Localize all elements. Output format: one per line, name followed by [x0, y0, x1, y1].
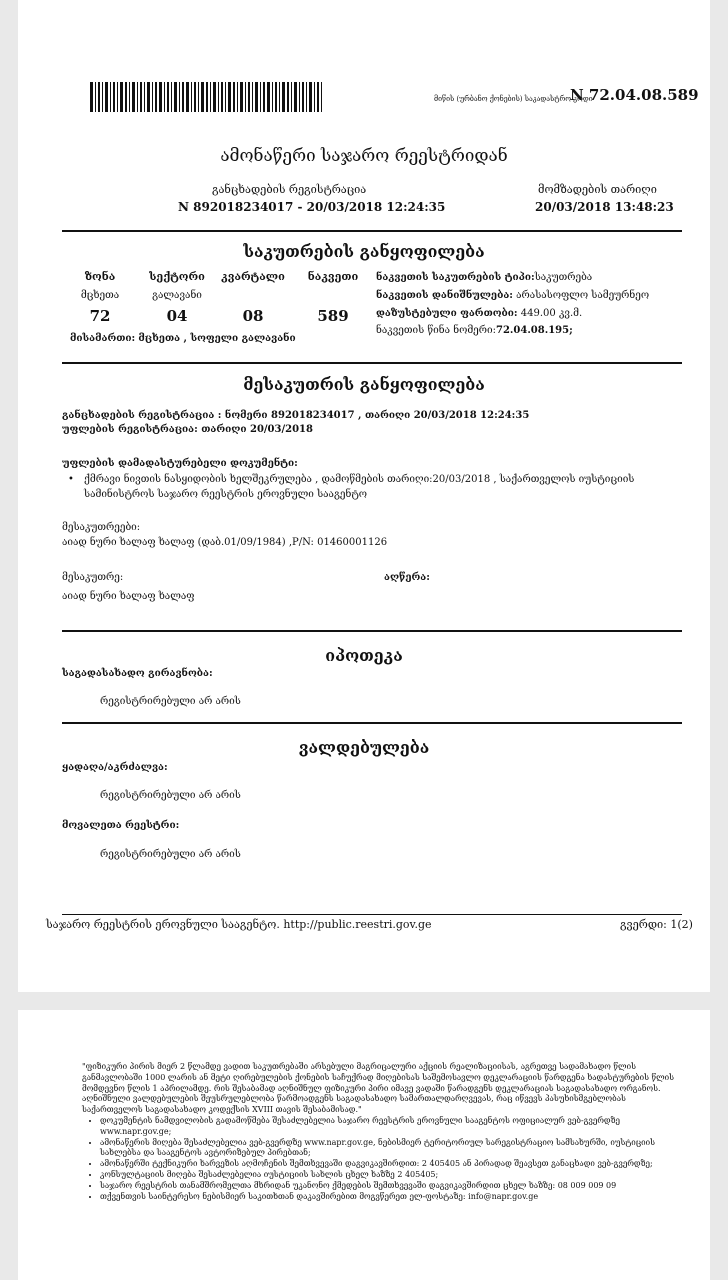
info-item: • საჯარო რეესტრის თანამშრომელთა მხრიდან უკანონო ქმედების შემთხვევაში დაგვიკავშირდით ცხელ ხაზზე: 08 009 009 09 [100, 1181, 678, 1192]
divider [62, 362, 682, 364]
divider [62, 230, 682, 232]
zone-name: მცხეთა [80, 290, 120, 301]
plot-area-label: დაზუსტებული ფართობი: [376, 308, 518, 319]
quarter-code: 08 [242, 307, 264, 325]
owner-name: აიად ნური ხალაფ ხალაფ [62, 591, 195, 602]
quarter-label: კვარტალი [221, 270, 285, 283]
zone-code: 72 [89, 307, 111, 325]
info-item: • დოკუმენტის ნამდვილობის გადამოწმება შესაძლებელია საჯარო რეესტრის ეროვნული სააგენტოს ოფიციალურ ვებ-გვერდზე www.napr.gov.ge; [100, 1116, 678, 1138]
notes-block [82, 1062, 678, 1202]
property-heading: საკუთრების განყოფილება [243, 242, 485, 261]
debtors-registry-label: მოვალეთა რეესტრი: [62, 820, 180, 831]
barcode [90, 82, 322, 112]
plot-area-value: 449.00 კვ.მ. [520, 308, 583, 319]
owner-label: მესაკუთრე: [62, 572, 124, 583]
preparation-date-value: 20/03/2018 13:48:23 [535, 200, 674, 214]
info-item: • ამონაწერში ტექნიკური ხარვეზის აღმოჩენის შემთხვევაში დაგვიკავშირდით: 2 405405 ან პირადად შეავსეთ განაცხადი ვებ-გვერდზე; [100, 1159, 678, 1170]
obligation-heading: ვალდებულება [298, 738, 430, 757]
owner-heading: მესაკუთრის განყოფილება [243, 375, 485, 394]
zone-label: ზონა [84, 270, 116, 283]
application-reg-label: განცხადების რეგისტრაცია [212, 183, 367, 196]
seizure-label: ყადაღა/აკრძალვა: [62, 762, 168, 773]
previous-number-label: ნაკვეთის წინა ნომერი: [376, 325, 496, 336]
seizure-value: რეგისტრირებული არ არის [100, 790, 241, 801]
ownership-type-value: საკუთრება [534, 272, 593, 283]
plot-code: 589 [317, 307, 349, 325]
owners-value: აიად ნური ხალაფ ხალაფ (დაბ.01/09/1984) ,P/N: 01460001126 [62, 537, 388, 548]
tax-lien-label: საგადასახადო გირავნობა: [62, 668, 213, 679]
document-bullet: • [68, 474, 74, 485]
ownership-type-label: ნაკვეთის საკუთრების ტიპი: [376, 272, 535, 283]
page-number: გვერდი: 1(2) [620, 918, 693, 931]
documents-label: უფლების დამადასტურებელი დოკუმენტი: [62, 458, 298, 469]
description-label: აღწერა: [384, 572, 430, 583]
plot-purpose-value: არასასოფლო სამეურნეო [516, 290, 650, 301]
application-reg-value: N 892018234017 - 20/03/2018 12:24:35 [178, 200, 446, 214]
tax-lien-value: რეგისტრირებული არ არის [100, 696, 241, 707]
right-registration-line: უფლების რეგისტრაცია: თარიღი 20/03/2018 [62, 424, 313, 435]
mortgage-heading: იპოთეკა [325, 646, 403, 665]
cadastral-code-caption: მიწის (ურბანო ქონების) საკადასტრო კოდი [434, 95, 593, 103]
document-line-1: ქმრავი ნივთის ნასყიდობის ხელშეკრულება , დამოწმების თარიღი:20/03/2018 , საქართველოს იუსტიციის [84, 474, 635, 485]
address-label: მისამართი: [70, 333, 136, 344]
preparation-date-label: მომზადების თარიღი [538, 183, 657, 196]
debtors-registry-value: რეგისტრირებული არ არის [100, 849, 241, 860]
plot-purpose-label: ნაკვეთის დანიშნულება: [376, 290, 513, 301]
cadastral-number: N 72.04.08.589 [570, 86, 699, 104]
sector-code: 04 [166, 307, 188, 325]
plot-label: ნაკვეთი [307, 270, 359, 283]
address [70, 333, 296, 344]
footer-divider [62, 914, 682, 915]
tax-notice: "ფიზიკური პირის მიერ 2 წლამდე ვადით საკუთრებაში არსებული მაგრიცალური აქციის რეალიზაციისას, აგრეთვე სადამახადო წლის განმავლობაში 1000 ლარის ან მეტი ღირებულების ქონების საჩუქრად მიღებისას საშემოსავლო დეკლარაციის წარდგენა ხადასტურების წლის მომდევნო წლის 1 აპრილამდე. რის შესაბამად აღნიშნულ ფიზიკური პირი იმავე ვადაში წარადგენს დეკლარაციას საგადასახადო ორგანოს. აღნიშნული ვალდებულების შეუსრულებლობა წარმოადგენს საგადასახადო სამართალდარღვევას, რაც იწვევს პასუხისმგებლობას საქართველოს საგადასახადო კოდექსის XVIII თავის შესაბამისად." [82, 1062, 675, 1115]
document-line-2: სამინისტროს საჯარო რეესტრის ეროვნული სააგენტო [84, 489, 368, 500]
owners-label: მესაკუთრეები: [62, 522, 141, 533]
previous-number-value: 72.04.08.195; [496, 325, 573, 336]
info-list [82, 1116, 678, 1202]
extract-page-1 [18, 0, 710, 992]
info-item: • თქვენთვის საინტერესო ნებისმიერ საკითხთან დაკავშირებით მოგვწერეთ ელ-ფოსტაზე: info@napr.gov.ge [100, 1192, 678, 1203]
plot-purpose [376, 290, 649, 301]
info-item: • ამონაწერის მიღება შესაძლებელია ვებ-გვერდზე www.napr.gov.ge, ნებისმიერ ტერიტორიულ სარეგისტრაციო სამსახურში, იუსტიციის სახლებსა და სააგენტოს ავტორიზებულ პირებთან; [100, 1138, 678, 1160]
previous-plot-number [376, 325, 573, 336]
plot-area [376, 308, 582, 319]
document-title: ამონაწერი საჯარო რეესტრიდან [220, 146, 508, 166]
info-item: • კონსულტაციის მიღება შესაძლებელია იუსტიციის სახლის ცხელ ხაზზე 2 405405; [100, 1170, 678, 1181]
owner-registration-line: განცხადების რეგისტრაცია : ნომერი 892018234017 , თარიღი 20/03/2018 12:24:35 [62, 410, 530, 421]
address-value: მცხეთა , სოფელი გალავანი [138, 333, 296, 344]
extract-page-2 [18, 1010, 710, 1280]
divider [62, 630, 682, 632]
sector-label: სექტორი [149, 270, 205, 283]
ownership-type [376, 272, 592, 283]
sector-name: გალავანი [152, 290, 202, 301]
divider [62, 722, 682, 724]
footer-agency: საჯარო რეესტრის ეროვნული სააგენტო. http://public.reestri.gov.ge [46, 918, 432, 931]
